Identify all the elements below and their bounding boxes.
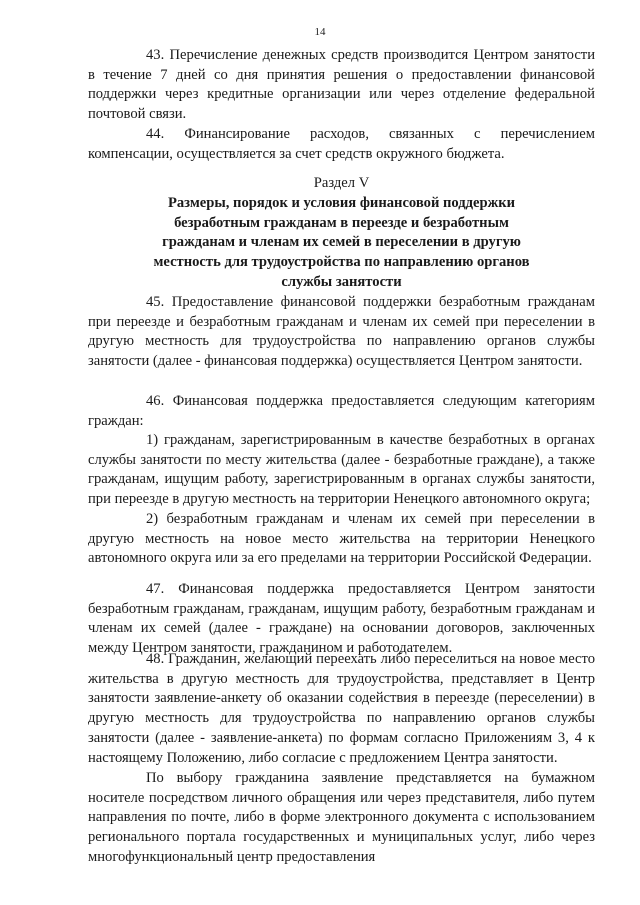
section-title: Размеры, порядок и условия финансовой поддержки безработным гражданам в переезде и безработным гражданам и членам их семей в переселении в другую местность для трудоустройства по направлению органов службы занятости (153, 195, 530, 290)
section-label: Раздел V (313, 175, 370, 191)
paragraph-46-item-2: 2) безработным гражданам и членам их семей при переселении в другую местность на новое место жительства на территории Ненецкого автономного округа или за его пределами на территории Российской Федерации. (88, 511, 595, 567)
paragraph-46-item-1: 1) гражданам, зарегистрированным в качестве безработных в органах службы занятости по месту жительства (далее - безработные граждане), а также гражданам, ищущим работу, зарегистрированным в органах службы занятости, при переезде в другую местность на территории Ненецкого автономного округа; (88, 432, 595, 508)
paragraph-43: 43. Перечисление денежных средств производится Центром занятости в течение 7 дней со дня принятия решения о предоставлении финансовой поддержки через кредитные организации или через отделение федеральной почтовой связи. (88, 47, 595, 123)
paragraph-48: 48. Гражданин, желающий переехать либо переселиться на новое место жительства в другую местность для трудоустройства, представляет в Центр занятости заявление-анкету об оказании содействия в переезде (переселении) в другую местность для трудоустройства по направлению органов службы занятости (далее - заявление-анкета) по формам согласно Приложениям 3, 4 к настоящему Положению, либо согласие с предложением Центра занятости. (88, 651, 595, 766)
paragraph-48-continuation: По выбору гражданина заявление представляется на бумажном носителе посредством личного обращения или через представителя, либо путем направления по почте, либо в форме электронного документа с использованием регионального портала государственных и муниципальных услуг, либо через многофункциональный центр предоставления (88, 770, 595, 865)
paragraph-45: 45. Предоставление финансовой поддержки безработным гражданам при переезде и безработным гражданам и членам их семей при переселении в другую местность для трудоустройства по направлению органов службы занятости (далее - финансовая поддержка) осуществляется Центром занятости. (88, 294, 595, 370)
paragraph-44: 44. Финансирование расходов, связанных с перечислением компенсации, осуществляется за счет средств окружного бюджета. (88, 126, 595, 162)
paragraph-46: 46. Финансовая поддержка предоставляется следующим категориям граждан: (88, 393, 595, 429)
page-number: 14 (314, 26, 326, 38)
paragraph-47: 47. Финансовая поддержка предоставляется Центром занятости безработным гражданам, гражданам, ищущим работу, безработным гражданам и членам их семей (далее - граждане) на основании договоров, заключенных между Центром занятости, гражданином и работодателем. (88, 581, 595, 657)
